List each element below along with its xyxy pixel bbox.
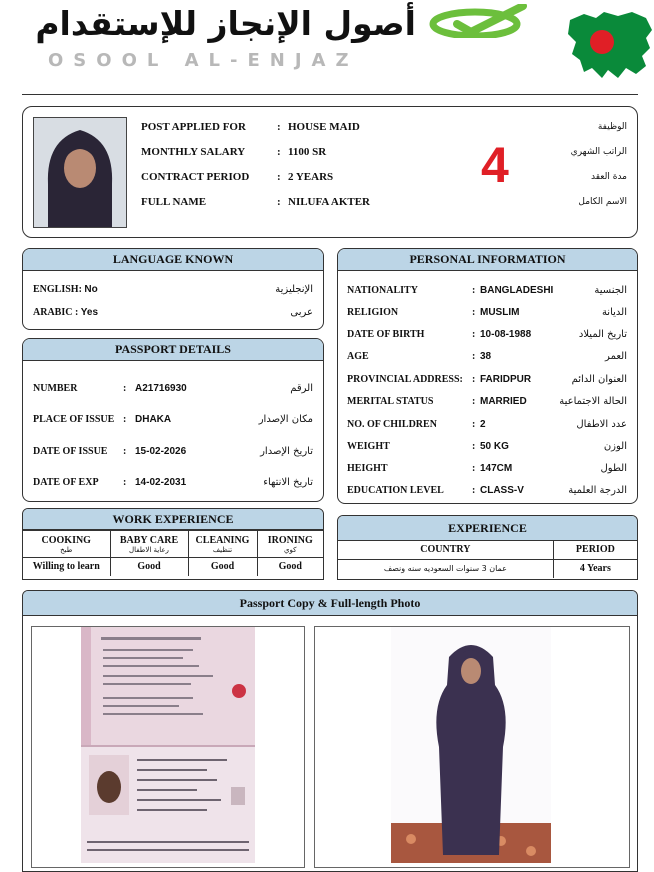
summary-colon: : bbox=[277, 171, 281, 183]
summary-label-ar: الوظيفة bbox=[597, 122, 627, 132]
personal-value: 10-08-1988 bbox=[480, 329, 532, 340]
english-company-title: OSOOL AL-ENJAZ bbox=[48, 50, 359, 71]
language-title: LANGUAGE KNOWN bbox=[23, 249, 323, 271]
work-col-ar: كوي bbox=[284, 545, 297, 554]
personal-label-ar: العمر bbox=[605, 351, 627, 362]
personal-panel bbox=[337, 248, 638, 504]
passport-colon: : bbox=[123, 383, 127, 394]
personal-colon: : bbox=[472, 463, 476, 474]
logo-check-icon bbox=[427, 4, 527, 38]
personal-label-ar: الطول bbox=[600, 463, 627, 474]
personal-title: PERSONAL INFORMATION bbox=[338, 249, 637, 271]
work-header-row bbox=[23, 531, 323, 558]
language-row bbox=[33, 307, 98, 318]
personal-label-ar: الجنسية bbox=[594, 285, 627, 296]
work-col-en: BABY CARE bbox=[119, 534, 179, 546]
personal-label-ar: الدرجة العلمية bbox=[568, 485, 627, 496]
work-value-row bbox=[23, 558, 323, 576]
summary-label: MONTHLY SALARY bbox=[141, 146, 246, 158]
personal-colon: : bbox=[472, 419, 476, 430]
experience-period: 4 Years bbox=[553, 559, 637, 578]
personal-label: PROVINCIAL ADDRESS: bbox=[347, 374, 463, 385]
experience-table bbox=[338, 541, 637, 578]
summary-colon: : bbox=[277, 121, 281, 133]
summary-label-ar: مدة العقد bbox=[591, 172, 627, 182]
work-col-ar: تنظيف bbox=[212, 545, 233, 554]
experience-panel bbox=[337, 515, 638, 580]
summary-label: CONTRACT PERIOD bbox=[141, 171, 250, 183]
work-col-ar: طبخ bbox=[60, 545, 73, 554]
passport-colon: : bbox=[123, 414, 127, 425]
work-col-babycare bbox=[110, 531, 188, 558]
summary-label-ar: الراتب الشهري bbox=[570, 147, 627, 157]
personal-colon: : bbox=[472, 441, 476, 452]
personal-colon: : bbox=[472, 285, 476, 296]
passport-label-ar: تاريخ الانتهاء bbox=[263, 477, 313, 488]
summary-label: POST APPLIED FOR bbox=[141, 121, 246, 133]
passport-label-ar: تاريخ الإصدار bbox=[260, 446, 313, 457]
personal-colon: : bbox=[472, 307, 476, 318]
passport-title: PASSPORT DETAILS bbox=[23, 339, 323, 361]
personal-label-ar: تاريخ الميلاد bbox=[578, 329, 627, 340]
passport-label: NUMBER bbox=[33, 383, 78, 394]
passport-value: 14-02-2031 bbox=[135, 477, 187, 488]
summary-row-salary bbox=[141, 146, 245, 158]
personal-label-ar: الديانة bbox=[601, 307, 627, 318]
passport-panel bbox=[22, 338, 324, 502]
summary-value: 2 YEARS bbox=[288, 171, 334, 183]
experience-country: عمان 3 سنوات السعوديه سنه ونصف bbox=[338, 559, 553, 578]
summary-value: 1100 SR bbox=[288, 146, 327, 158]
personal-label-ar: الوزن bbox=[603, 441, 627, 452]
passport-label: DATE OF ISSUE bbox=[33, 446, 108, 457]
passport-label: PLACE OF ISSUE bbox=[33, 414, 115, 425]
work-col-cleaning bbox=[188, 531, 257, 558]
summary-colon: : bbox=[277, 146, 281, 158]
photos-panel bbox=[22, 590, 638, 872]
work-table bbox=[23, 530, 323, 576]
passport-label: DATE OF EXP bbox=[33, 477, 99, 488]
arabic-company-title: أصول الإنجاز للإستقدام bbox=[35, 4, 416, 43]
personal-colon: : bbox=[472, 329, 476, 340]
personal-label-ar: عدد الاطفال bbox=[576, 419, 627, 430]
personal-value: 50 KG bbox=[480, 441, 509, 452]
language-panel bbox=[22, 248, 324, 330]
summary-label-ar: الاسم الكامل bbox=[578, 197, 627, 207]
passport-label-ar: مكان الإصدار bbox=[258, 414, 313, 425]
summary-row-post bbox=[141, 121, 246, 133]
personal-value: MUSLIM bbox=[480, 307, 520, 318]
personal-value: 147CM bbox=[480, 463, 513, 474]
photos-title: Passport Copy & Full-length Photo bbox=[23, 591, 637, 616]
header-divider bbox=[22, 94, 638, 95]
work-value: Willing to learn bbox=[23, 558, 110, 576]
language-label-ar: الإنجليزية bbox=[275, 284, 313, 295]
bangladesh-map-icon bbox=[566, 8, 654, 80]
language-label: ENGLISH: bbox=[33, 284, 82, 295]
work-col-en: CLEANING bbox=[195, 534, 250, 546]
experience-col-period: PERIOD bbox=[553, 541, 637, 559]
language-value: No bbox=[84, 284, 98, 295]
passport-value: 15-02-2026 bbox=[135, 446, 187, 457]
work-value: Good bbox=[257, 558, 323, 576]
work-value: Good bbox=[110, 558, 188, 576]
passport-colon: : bbox=[123, 446, 127, 457]
work-col-en: IRONING bbox=[267, 534, 313, 546]
personal-label: HEIGHT bbox=[347, 463, 388, 474]
passport-colon: : bbox=[123, 477, 127, 488]
experience-col-country: COUNTRY bbox=[338, 541, 553, 559]
personal-label: EDUCATION LEVEL bbox=[347, 485, 444, 496]
language-value: Yes bbox=[80, 307, 99, 318]
summary-panel bbox=[22, 106, 638, 238]
personal-label: WEIGHT bbox=[347, 441, 390, 452]
work-col-ironing bbox=[257, 531, 323, 558]
personal-value: MARRIED bbox=[480, 396, 527, 407]
personal-label-ar: العنوان الدائم bbox=[571, 374, 627, 385]
personal-label: NO. OF CHILDREN bbox=[347, 419, 437, 430]
personal-label: NATIONALITY bbox=[347, 285, 418, 296]
summary-row-contract bbox=[141, 171, 249, 183]
summary-row-name bbox=[141, 196, 206, 208]
passport-copy-image bbox=[81, 627, 255, 863]
work-col-ar: رعاية الاطفال bbox=[129, 545, 169, 554]
personal-label: MERITAL STATUS bbox=[347, 396, 434, 407]
work-col-en: COOKING bbox=[41, 534, 91, 546]
candidate-portrait-photo bbox=[33, 117, 127, 228]
language-label: ARABIC : bbox=[33, 307, 79, 318]
personal-label: RELIGION bbox=[347, 307, 399, 318]
personal-value: BANGLADESHI bbox=[480, 285, 554, 296]
work-value: Good bbox=[188, 558, 257, 576]
experience-header-row bbox=[338, 541, 637, 559]
language-label-ar: عربى bbox=[290, 307, 313, 318]
personal-value: CLASS-V bbox=[480, 485, 524, 496]
personal-label: AGE bbox=[347, 351, 369, 362]
personal-label: DATE OF BIRTH bbox=[347, 329, 425, 340]
full-length-photo bbox=[391, 627, 551, 863]
work-col-cooking bbox=[23, 531, 110, 558]
summary-label: FULL NAME bbox=[141, 196, 207, 208]
header-banner bbox=[0, 0, 654, 82]
experience-row bbox=[338, 559, 637, 578]
summary-value: HOUSE MAID bbox=[288, 121, 360, 133]
summary-value: NILUFA AKTER bbox=[288, 196, 371, 208]
language-row bbox=[33, 284, 98, 295]
candidate-number: 4 bbox=[481, 137, 509, 193]
experience-title: EXPERIENCE bbox=[338, 516, 637, 541]
personal-colon: : bbox=[472, 396, 476, 407]
work-panel bbox=[22, 508, 324, 580]
personal-colon: : bbox=[472, 374, 476, 385]
personal-value: 38 bbox=[480, 351, 492, 362]
passport-label-ar: الرقم bbox=[290, 383, 313, 394]
personal-value: 2 bbox=[480, 419, 486, 430]
personal-colon: : bbox=[472, 351, 476, 362]
passport-value: A21716930 bbox=[135, 383, 187, 394]
passport-value: DHAKA bbox=[135, 414, 172, 425]
personal-label-ar: الحالة الاجتماعية bbox=[559, 396, 627, 407]
work-title: WORK EXPERIENCE bbox=[23, 509, 323, 530]
summary-colon: : bbox=[277, 196, 281, 208]
personal-colon: : bbox=[472, 485, 476, 496]
personal-value: FARIDPUR bbox=[480, 374, 532, 385]
